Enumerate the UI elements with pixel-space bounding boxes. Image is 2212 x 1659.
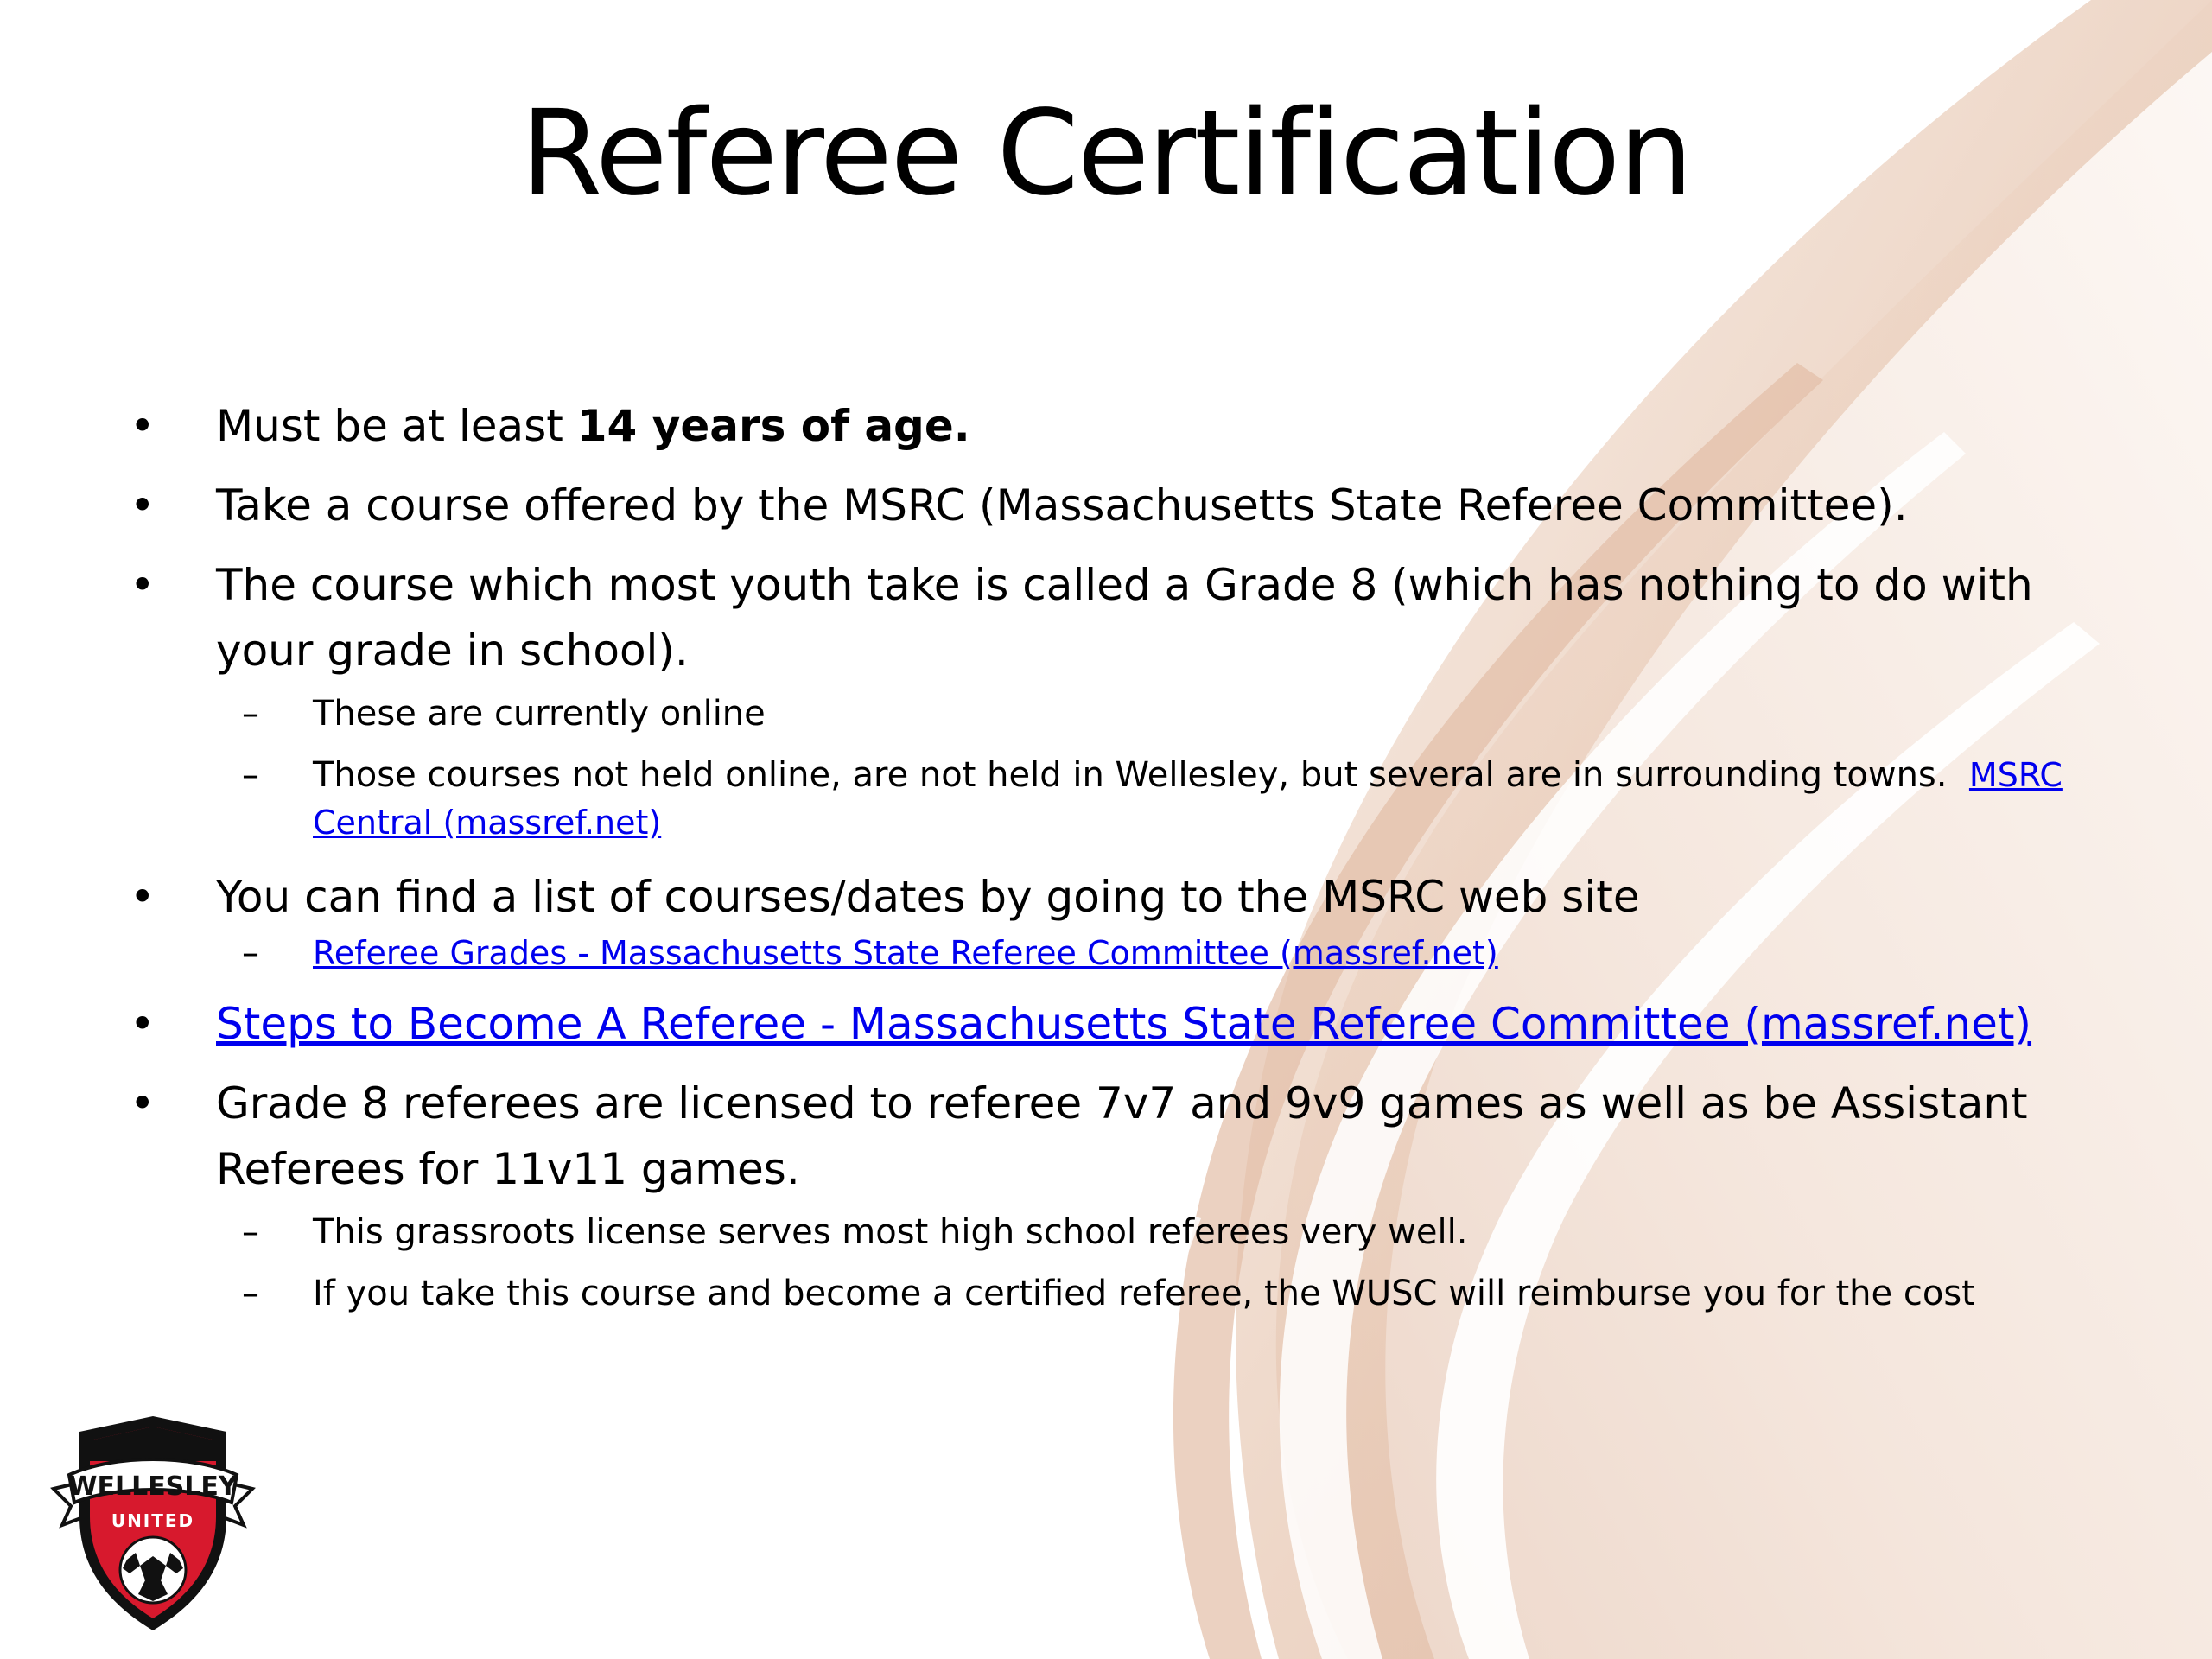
sub-item-text: This grassroots license serves most high school referees very well. (313, 1212, 1468, 1252)
bullet-glyph: • (130, 872, 156, 922)
bullet-text: Grade 8 referees are licensed to referee 7v7 and 9v9 games as well as be Assistant Referees for 11v11 games. (216, 1078, 2028, 1194)
sub-item (130, 1270, 2082, 1318)
wellesley-united-logo (36, 1413, 270, 1637)
sub-item (130, 1209, 2082, 1256)
logo-banner-text: UNITED (111, 1510, 195, 1531)
bullet-item (130, 1071, 2082, 1202)
sub-item (130, 752, 2082, 847)
bullet-item (130, 393, 2082, 459)
slide-content (130, 393, 2082, 1335)
bullet-item (130, 473, 2082, 538)
steps-to-become-referee-link[interactable]: Steps to Become A Referee - Massachusetts State Referee Committee (massref.net) (216, 999, 2032, 1049)
dash-glyph: – (242, 933, 259, 973)
bullet-text: Take a course offered by the MSRC (Massachusetts State Referee Committee). (216, 480, 1908, 531)
dash-glyph: – (242, 1274, 259, 1313)
bullet-text: You can find a list of courses/dates by going to the MSRC web site (216, 872, 1640, 922)
sub-item (130, 690, 2082, 738)
dash-glyph: – (242, 694, 259, 734)
sub-item-text: If you take this course and become a certified referee, the WUSC will reimburse you for the cost (313, 1274, 1975, 1313)
bullet-glyph: • (130, 480, 156, 531)
bullet-bold-text: 14 years of age. (576, 401, 970, 451)
bullet-text: Must be at least (216, 401, 577, 451)
sub-item-text: Those courses not held online, are not held in Wellesley, but several are in surrounding towns. (313, 755, 1948, 795)
msrc-central-link[interactable]: MSRC Central (massref.net) (313, 756, 2063, 842)
slide-title: Referee Certification (520, 86, 1692, 222)
bullet-glyph: • (130, 401, 156, 451)
sub-item-text: These are currently online (313, 694, 766, 734)
dash-glyph: – (242, 755, 259, 795)
sub-list (130, 690, 2082, 847)
logo-top-text: WELLESLEY (68, 1471, 238, 1502)
bullet-glyph: • (130, 999, 156, 1049)
bullet-item (130, 864, 2082, 930)
sub-list (130, 1209, 2082, 1318)
dash-glyph: – (242, 1212, 259, 1252)
bullet-text: The course which most youth take is called a Grade 8 (which has nothing to do with your grade in school). (216, 560, 2033, 676)
bullet-glyph: • (130, 560, 156, 610)
bullet-item (130, 552, 2082, 683)
bullet-item (130, 991, 2082, 1057)
sub-item (130, 930, 2082, 977)
bullet-glyph: • (130, 1078, 156, 1128)
referee-grades-link[interactable]: Referee Grades - Massachusetts State Referee Committee (massref.net) (313, 934, 1498, 972)
sub-list (130, 930, 2082, 977)
